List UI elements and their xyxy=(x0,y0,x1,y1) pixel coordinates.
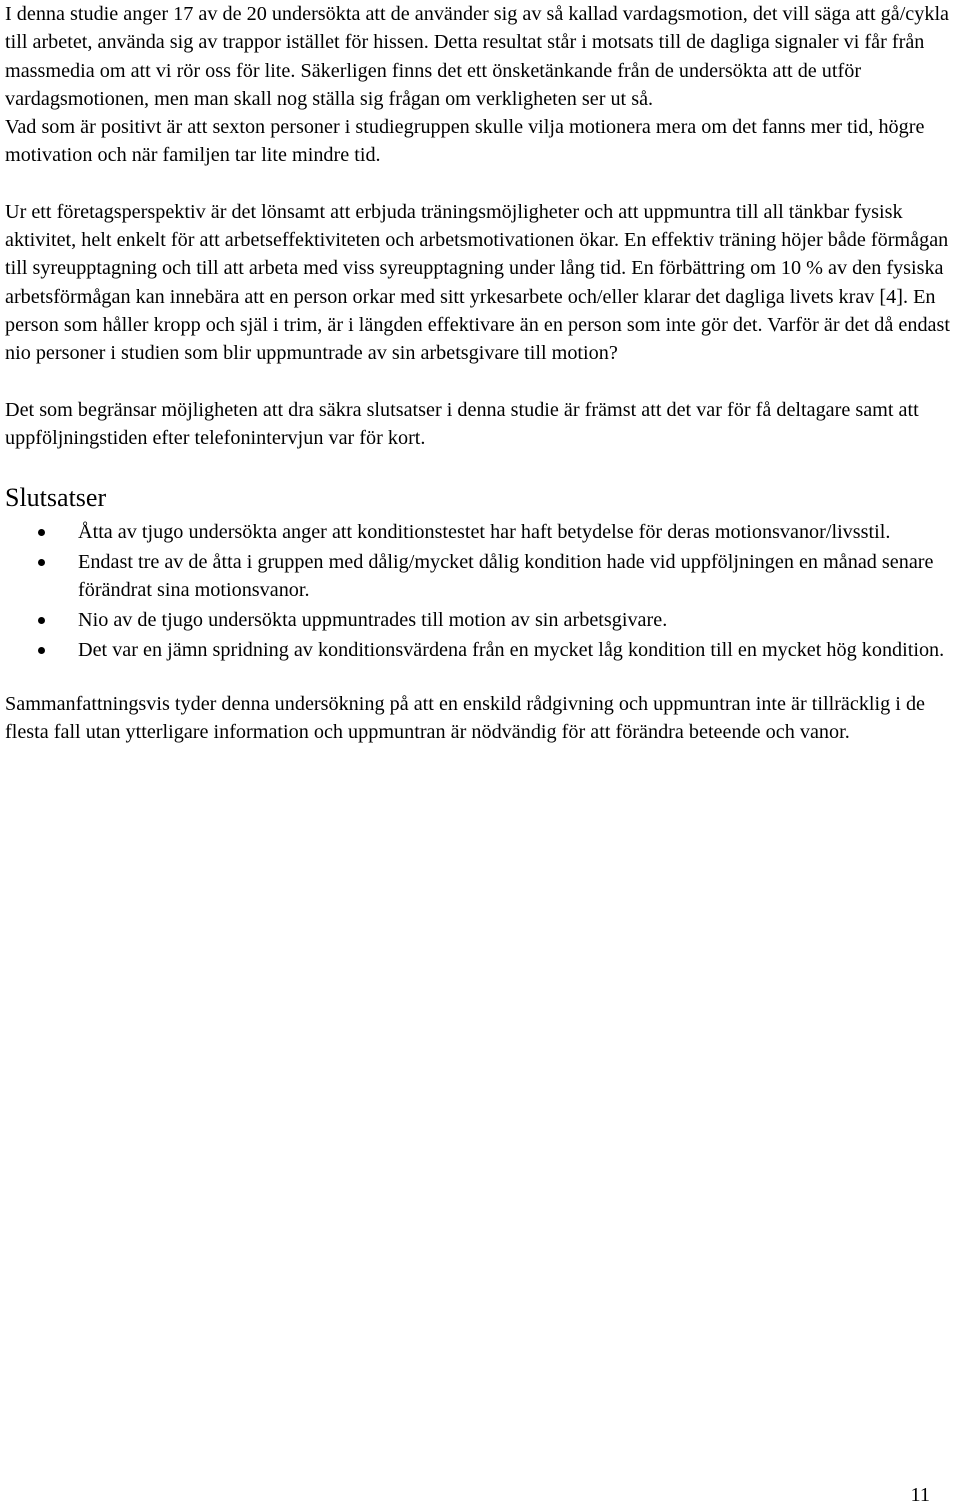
page-number: 11 xyxy=(910,1484,930,1506)
bullet-icon xyxy=(38,529,45,536)
list-item xyxy=(5,548,957,605)
list-item-text: Nio av de tjugo undersökta uppmuntrades till motion av sin arbetsgivare. xyxy=(78,609,668,632)
document-page xyxy=(5,0,957,747)
bullet-icon xyxy=(38,559,45,566)
list-item-text: Det var en jämn spridning av konditionsvärdena från en mycket låg kondition till en mycket hög kondition. xyxy=(78,638,945,661)
paragraph-positivt: Vad som är positivt är att sexton personer i studiegruppen skulle vilja motionera mera om det fanns mer tid, högre motivation och när familjen tar lite mindre tid. xyxy=(5,116,925,167)
list-item xyxy=(5,518,957,546)
paragraph-foretagsperspektiv: Ur ett företagsperspektiv är det lönsamt att erbjuda träningsmöjligheter och att uppmuntra till all tänkbar fysisk aktivitet, helt enkelt för att arbetseffektiviteten och arbetsmotivationen ökar. En effektiv träning höjer både förmågan till syreupptagning och till att arbeta med viss syreupptagning under lång tid. En förbättring om 10 % av den fysiska arbetsförmågan kan innebära att en person orkar med sitt yrkesarbete och/eller klarar det dagliga livets krav [4]. En person som håller kropp och själ i trim, är i längden effektivare än en person som inte gör det. Varför är det då endast nio personer i studien som blir uppmuntrade av sin arbetsgivare till motion? xyxy=(5,200,950,365)
bullet-icon xyxy=(38,647,45,654)
paragraph-vardagsmotion: I denna studie anger 17 av de 20 undersökta att de använder sig av så kallad vardagsmotion, det vill säga att gå/cykla till arbetet, använda sig av trappor istället för hissen. Detta resultat står i motsats till de dagliga signaler vi får från massmedia om att vi rör oss för lite. Säkerligen finns det ett önsketänkande från de undersökta att de utför vardagsmotionen, men man skall nog ställa sig frågan om verkligheten ser ut så. xyxy=(5,3,950,110)
paragraph-sammanfattning: Sammanfattningsvis tyder denna undersökning på att en enskild rådgivning och uppmuntran inte är tillräcklig i de flesta fall utan ytterligare information och uppmuntran är nödvändig för att förändra beteende och vanor. xyxy=(5,693,925,744)
list-item-text: Endast tre av de åtta i gruppen med dålig/mycket dålig kondition hade vid uppföljningen en månad senare förändrat sina motionsvanor. xyxy=(78,550,934,602)
bullet-icon xyxy=(38,617,45,624)
paragraph-begransningar: Det som begränsar möjligheten att dra säkra slutsatser i denna studie är främst att det var för få deltagare samt att uppföljningstiden efter telefonintervjun var för kort. xyxy=(5,398,919,449)
section-heading-slutsatser: Slutsatser xyxy=(5,483,107,513)
conclusions-list xyxy=(5,518,957,664)
list-item-text: Åtta av tjugo undersökta anger att konditionstestet har haft betydelse för deras motionsvanor/livsstil. xyxy=(78,521,891,544)
list-item xyxy=(5,636,957,664)
list-item xyxy=(5,606,957,634)
